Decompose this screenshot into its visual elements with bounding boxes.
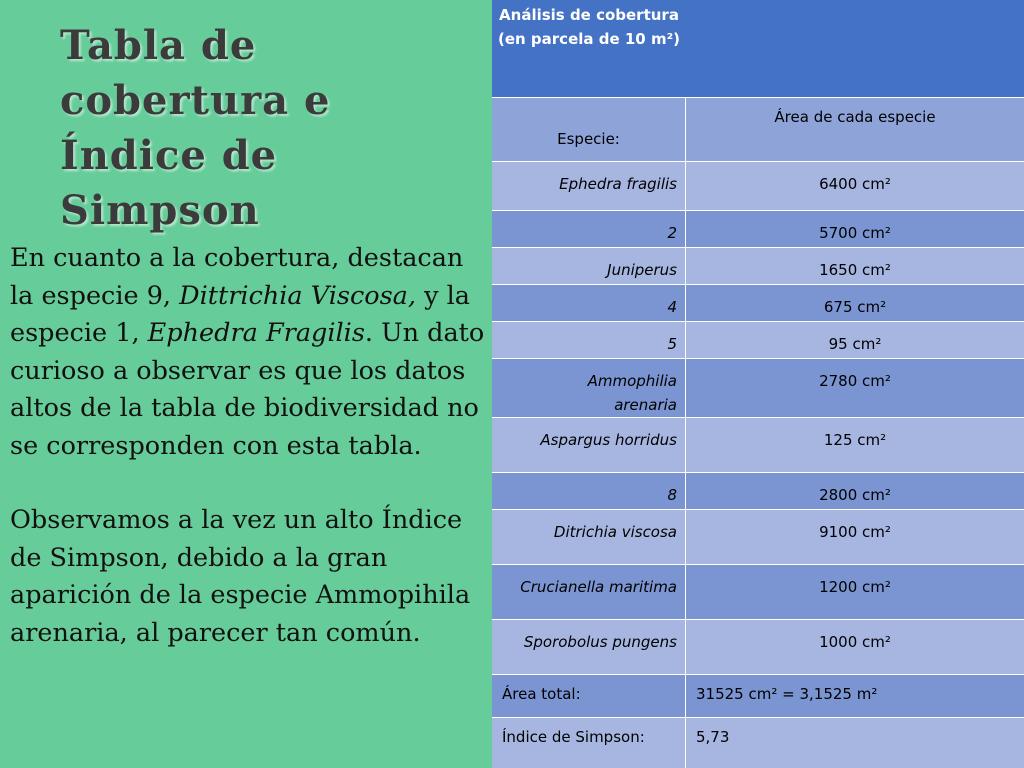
table-row (492, 284, 1024, 321)
paragraph-coverage-part1: En cuanto a la cobertura, destacan la especie 9, (10, 243, 464, 311)
species-cell: Aspargus horridus (492, 418, 686, 472)
species-cell: 8 (492, 473, 686, 509)
species-cell: 5 (492, 322, 686, 358)
area-cell: 95 cm² (828, 335, 882, 353)
species-cell: Sporobolus pungens (492, 620, 686, 674)
total-row (492, 674, 1024, 717)
area-cell: 675 cm² (823, 298, 887, 316)
table-row (492, 417, 1024, 472)
table-caption-row (492, 0, 1024, 97)
table-header-row (492, 97, 1024, 161)
species-9-name: Dittrichia Viscosa, (179, 280, 416, 311)
species-cell: Ephedra fragilis (492, 162, 686, 210)
species-cell: 4 (492, 285, 686, 321)
paragraph-coverage-part2: y la especie 1, (10, 280, 470, 348)
table-row (492, 247, 1024, 284)
area-cell: 2780 cm² (819, 372, 891, 390)
left-panel (0, 0, 492, 768)
simpson-label: Índice de Simpson: (492, 718, 686, 768)
simpson-value: 5,73 (696, 728, 730, 746)
area-cell: 1000 cm² (819, 633, 891, 651)
coverage-table (492, 0, 1024, 768)
body-text (10, 240, 485, 652)
species-cell: Ditrichia viscosa (492, 510, 686, 564)
header-species: Especie: (492, 98, 686, 161)
slide-title: Tabla de cobertura e Índice de Simpson (60, 22, 331, 234)
species-1-name: Ephedra Fragilis (147, 318, 365, 348)
table-row (492, 321, 1024, 358)
paragraph-simpson: Observamos a la vez un alto Índice de Simpson, debido a la gran aparición de la especie Ammopihila arenaria, al parecer tan común. (10, 505, 471, 648)
table-row (492, 161, 1024, 210)
table-row (492, 358, 1024, 417)
table-row (492, 619, 1024, 674)
total-value: 31525 cm² = 3,1525 m² (696, 685, 878, 703)
area-cell: 6400 cm² (819, 175, 891, 193)
paragraph-coverage-part3: . Un dato curioso a observar es que los datos altos de la tabla de biodiversidad no se corresponden con esta tabla. (10, 318, 485, 461)
header-area: Área de cada especie (774, 108, 936, 126)
simpson-row (492, 717, 1024, 768)
species-cell: Crucianella maritima (492, 565, 686, 619)
table-row (492, 472, 1024, 509)
species-cell: Juniperus (492, 248, 686, 284)
area-cell: 125 cm² (823, 431, 887, 449)
total-label: Área total: (492, 675, 686, 717)
area-cell: 1200 cm² (819, 578, 891, 596)
table-row (492, 564, 1024, 619)
paragraph-coverage (10, 240, 485, 465)
table-caption: Análisis de cobertura (en parcela de 10 m²) (497, 6, 681, 48)
area-cell: 9100 cm² (819, 523, 891, 541)
area-cell: 1650 cm² (819, 261, 891, 279)
area-cell: 5700 cm² (819, 224, 891, 242)
species-cell: Ammophilia arenaria (492, 359, 686, 417)
table-row (492, 509, 1024, 564)
species-cell: 2 (492, 211, 686, 247)
area-cell: 2800 cm² (819, 486, 891, 504)
table-row (492, 210, 1024, 247)
